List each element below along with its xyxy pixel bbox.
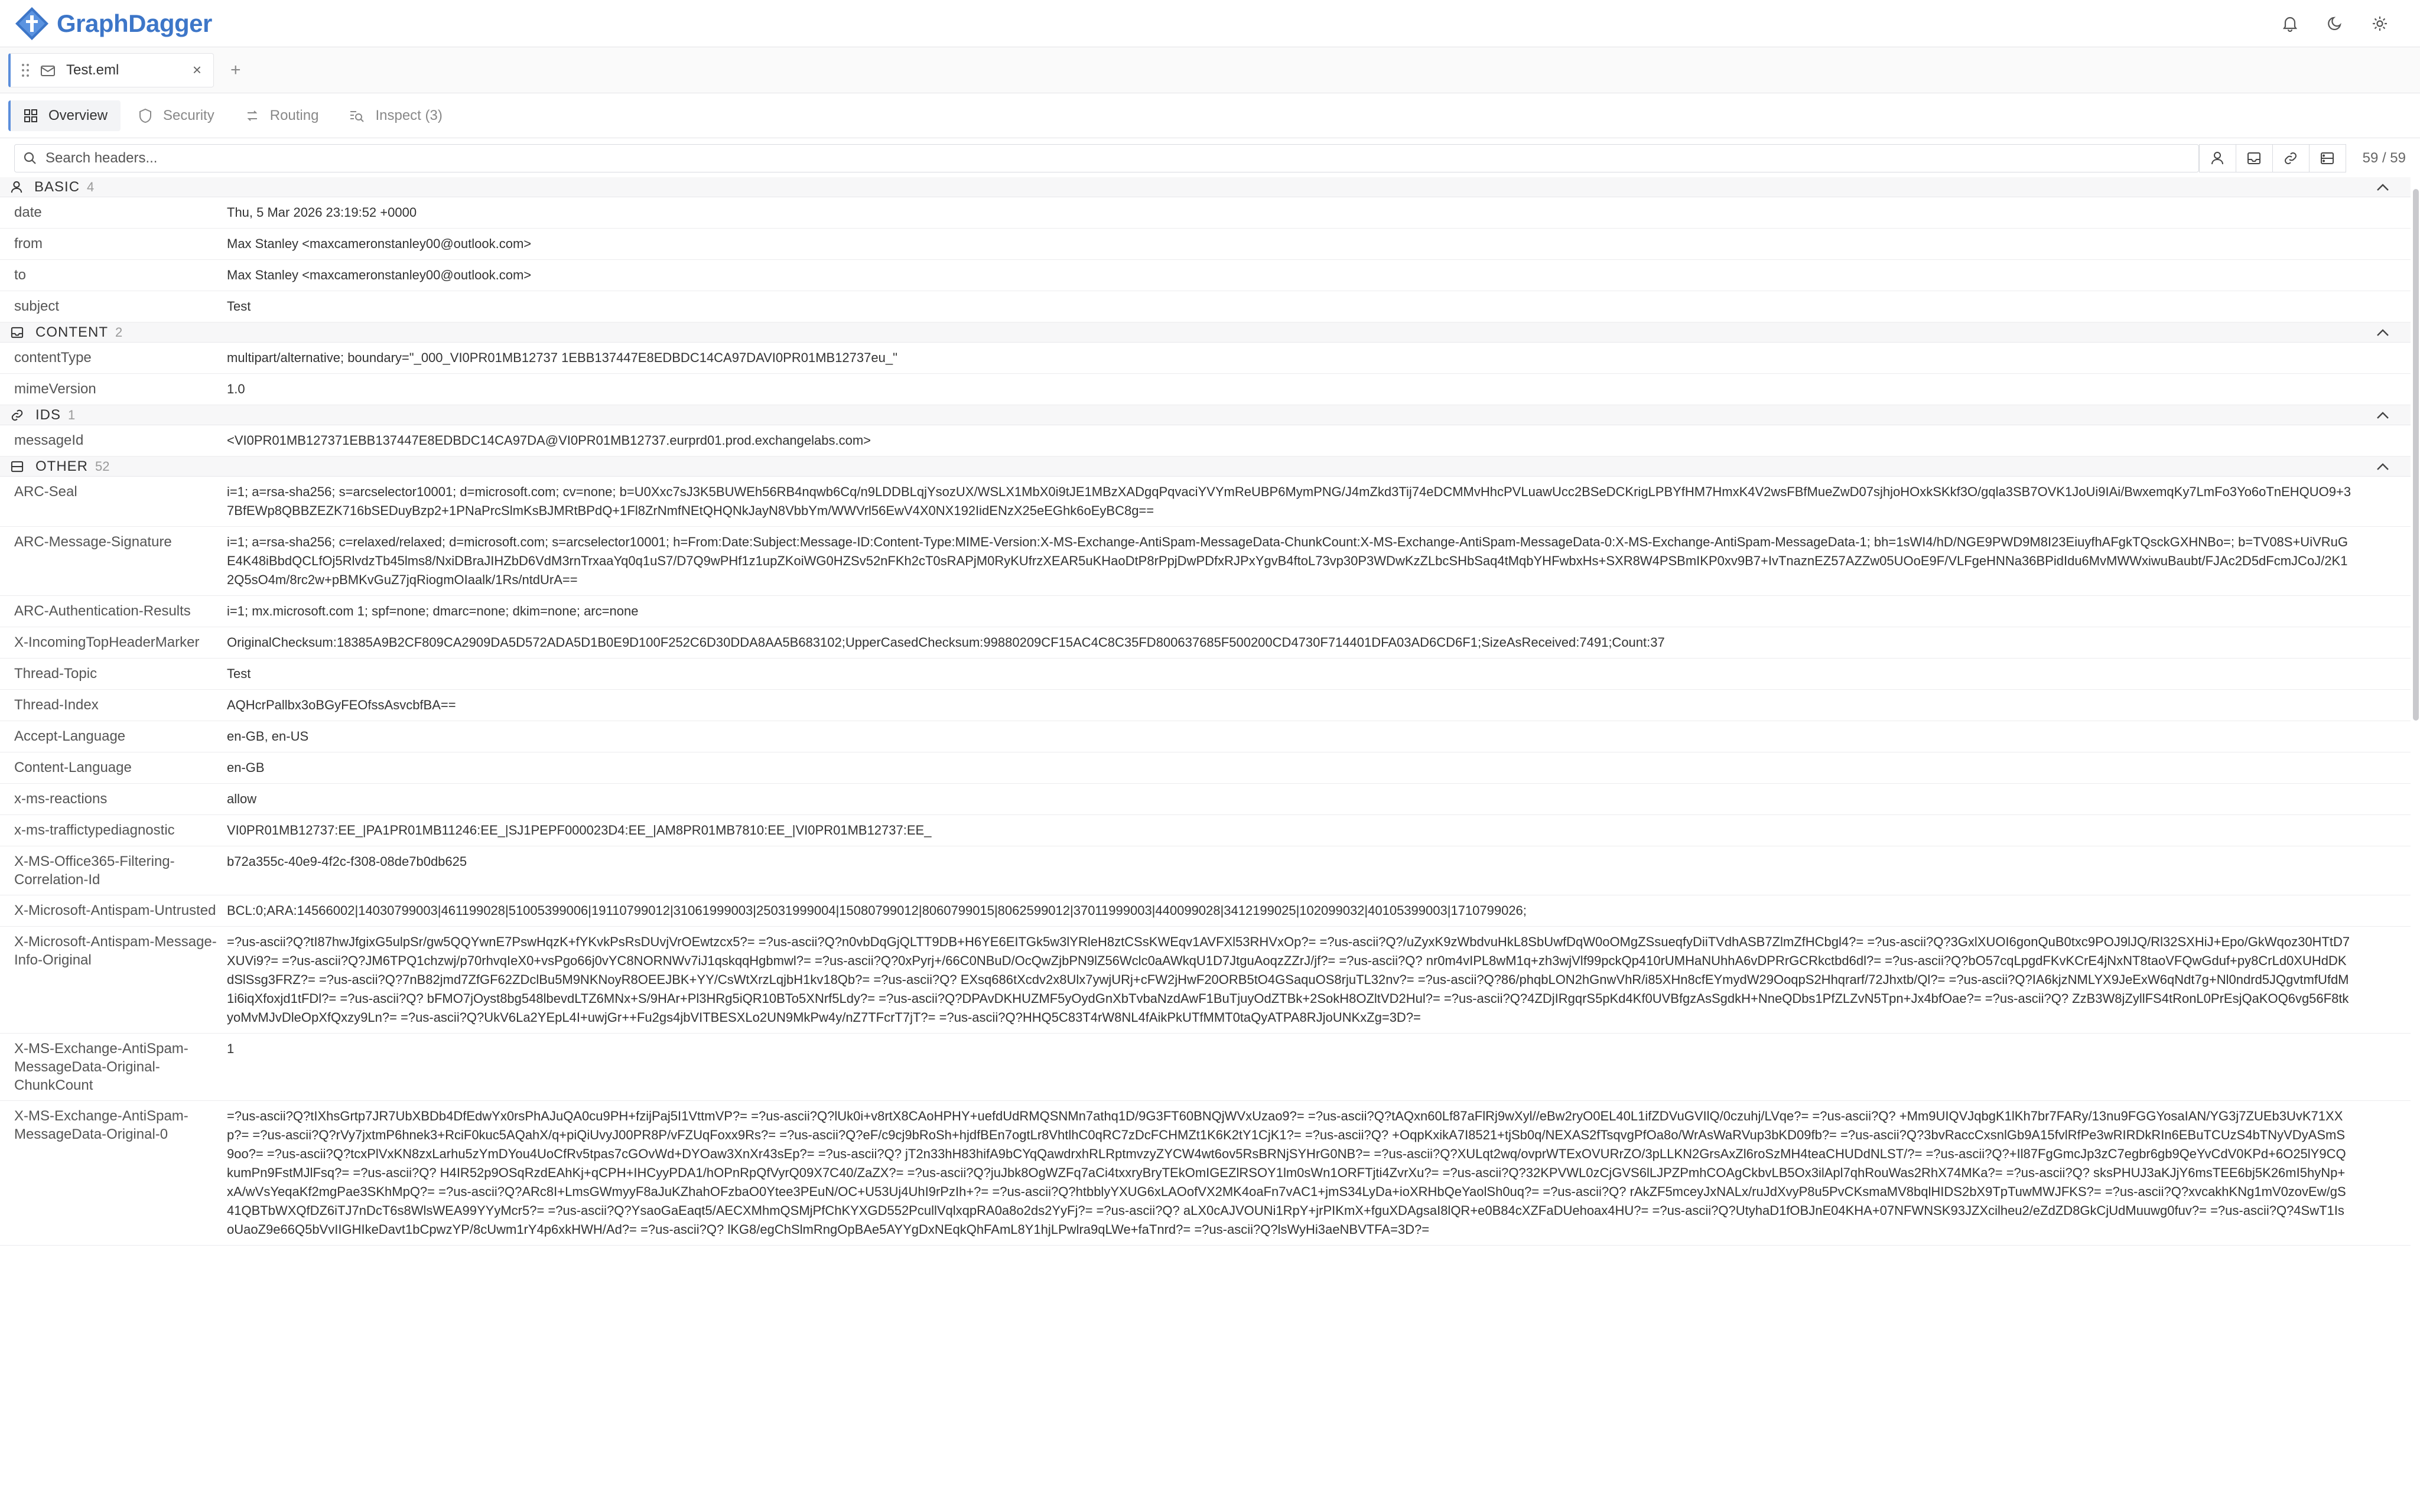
section-content-header[interactable] [0,322,2411,343]
header-row[interactable] [0,1101,2411,1246]
gear-icon[interactable] [2368,12,2392,35]
header-key: X-Microsoft-Antispam-Untrusted [14,902,216,918]
header-key: ARC-Message-Signature [14,534,172,550]
moon-icon[interactable] [2323,12,2347,35]
search-icon [23,151,37,165]
header-value: <VI0PR01MB127371EBB137447E8EDBDC14CA97DA@VI0PR01MB12737.eurprd01.prod.exchangelabs.com> [227,433,871,448]
tab-label: Security [163,107,214,123]
header-value: =?us-ascii?Q?tIXhsGrtp7JR7UbXBDb4DfEdwYx0rsPhAJuQA0cu9PH+fzijPaj5I1VttmVP?= =?us-ascii?Q?lUk0i+v8rtX8CAoHPHY+uefdUdRMQSNMn7athq1D/9G3FT60BNQjWVxUzao9?= =?us-ascii?Q?tAQxn60Lf87aFlRj9wXyl//eBw2ryO0EL40L1ifZDVuGVIlQ/0czuhj/LVqe?= =?us-ascii?Q? +Mm9UIQVJqbgK1lKh7br7FARy/13nu9FGGYosaIAN/YG3j7ZUEb3UvK71XXp?= =?us-ascii?Q?rVy7jxtmP6hnek3+RciF0kuc5AQahX/q+piQiUvyJ00PR8P/vFZUqFoxx9Rs?= =?us-ascii?Q?eF/c9cj9bRoSh+hjdfBEn7ogtLr8VhtlhC0qRC7zDcFCHMZt1K6K2tY1CjK1?= =?us-ascii?Q? +OqpKxikA7I8521+tjSb0q/NEXAS2fTsqvgPfOa8o/WrAsWaRVup3bKD09fb?= =?us-ascii?Q?3bvRaccCxsnlGb9A15fvlRfPe3wRIRDkRIn6EBuTCUzS4bTNyVDyASmS9oo?= =?us-ascii?Q?tcxPlVxKN8zxLarhu5zYmDYou4UoCfRv5tpas7cGOvWd+DYOaw3XnXr43sEp?= =?us-ascii?Q? jT2n33hH83hifA9bCYqQawdrxhRLRptmvzyZYCW4wt6ov5RsBRNjSYHrG0NB?= =?us-ascii?Q?XULqt2wq/ovprWTExOVURrZO/3pLLKN2GrsAxZl6roSzMH4teaCHUDdNLST/?= =?us-ascii?Q?+Il87FgGmcJp3zC7egbr6gb9QeYvCdV0KPd+6O25lY9CQkumPn9FstMJlFsq?= =?us-ascii?Q? H4IR52p9OSqRzdEAhKj+qCPH+IHCyyPDA1/hOPnRpQfVyrQ09X7C40/ZaZX?= =?us-ascii?Q?juJbk8OgWZFq7aCi4txxryBryTEkOmIGEZlRSOY1lm0sWn1ORFTjti4ZvrXu?= =?us-ascii?Q?32KPVWL0zCjGVS6lLJPZPmhCOAgCkbvLB5Ox3ilApl7qhRouWas2RhX74MKa?= =?us-ascii?Q? sksPHUJ3aKJjY6msTEE6bj5K26mI5hyNp+xA/wVsYeqaKf2mgPae3SKhMpQ?= =?us-ascii?Q?ARc8I+LmsGWmyyF8aJuKZhahOFzbaO0Ytee3PEuN/OC+U53Uj4UhI9rPzIh+?= =?us-ascii?Q?htbblyYXUG6xLAOofVX2MK4oaFn7vAC1+jmS34LyDa+ioXRHbQeYaolSh0uq?= =?us-ascii?Q? rAkZF5mceyJxNALx/ruJdXvyP8u5PvCKsmaMV8bqlHIDS2bX9TpTuwMWJFKS?= =?us-ascii?Q?xvcakhKNg1mV0zovEw/gS41QBTbWXQfDZ6iTJ7nDcT6s8WlsWEA99YYyMcr5?= =?us-ascii?Q?YsaoGaEaqt5/AECXMhmQSMjPfChKYXGD552PcullVqlxqpRA0a8o2ds2YyFj?= =?us-ascii?Q? aLX0cAJVOUNi1RpY+jrPIKmX+fguXDAgsaI8lQR+e0B84cXZFaDUehoax4HU?= =?us-ascii?Q?UtyhaD1fOBJnE04KHA+07NFWNSK93JZXcilheu2/eZdZD8GkCjUdMuuwg0fuv?= =?us-ascii?Q?4SwT1IsoUaoZ9e66Q5bVvIIGHIkeDavt1bCpwzYP/8cUwm1rY4p6xkHWH/Ad?= =?us-ascii?Q? lKG8/egChSlmRngOpBAe5AYYgDxNEqkQhFAmL8Y1hjLPwlra9qLWe+faTnrd?= =?us-ascii?Q?lsWyHi3aeNBVTFA=3D?= [227,1109,2346,1237]
routing-icon [245,109,259,123]
chevron-up-icon[interactable] [2376,462,2389,471]
filter-buttons [2199,144,2346,172]
app-title: GraphDagger [57,9,212,37]
header-value: Max Stanley <maxcameronstanley00@outlook.com> [227,236,532,251]
header-key: Thread-Index [14,697,99,713]
scrollbar[interactable] [2413,189,2419,721]
server-icon [2320,152,2334,165]
file-tab-bar [0,47,2420,93]
header-value: multipart/alternative; boundary="_000_VI0PR01MB12737 1EBB137447E8EDBDC14CA97DAVI0PR01MB12737eu_" [227,350,897,365]
chevron-up-icon[interactable] [2376,183,2389,191]
header-key: X-Microsoft-Antispam-Message-Info-Original [14,934,217,968]
shield-icon [138,108,152,123]
header-row[interactable] [0,477,2411,527]
section-title: OTHER [35,458,88,474]
section-ids-header[interactable] [0,405,2411,425]
header-key: X-MS-Exchange-AntiSpam-MessageData-Original-ChunkCount [14,1041,188,1093]
chevron-up-icon[interactable] [2376,328,2389,337]
header-key: ARC-Authentication-Results [14,603,191,619]
view-tabs [0,93,2420,138]
close-icon[interactable]: × [192,61,201,79]
filter-basic-button[interactable] [2199,145,2236,172]
section-basic-header[interactable] [0,177,2411,197]
section-title: CONTENT [35,324,108,340]
file-tab-name: Test.eml [66,61,119,78]
tab-label: Overview [48,107,108,123]
filter-other-button[interactable] [2309,145,2346,172]
section-count: 1 [68,407,76,422]
header-value: allow [227,791,257,806]
section-other-rows [0,477,2411,1246]
header-row[interactable] [0,721,2411,752]
tab-label: Inspect (3) [375,107,443,123]
filter-ids-button[interactable] [2272,145,2309,172]
filter-content-button[interactable] [2236,145,2272,172]
inspect-icon [349,109,365,123]
header-key: date [14,204,42,220]
header-row[interactable] [0,815,2411,846]
header-row[interactable] [0,197,2411,229]
header-key: X-MS-Office365-Filtering-Correlation-Id [14,853,175,888]
section-other-header[interactable] [0,457,2411,477]
mail-file-icon [40,63,56,77]
header-key: mimeVersion [14,381,96,397]
header-value: AQHcrPallbx3oBGyFEOfssAsvcbfBA== [227,698,456,712]
header-value: VI0PR01MB12737:EE_|PA1PR01MB11246:EE_|SJ1PEPF000023D4:EE_|AM8PR01MB7810:EE_|VI0PR01MB12737:EE_ [227,823,932,838]
header-row[interactable] [0,527,2411,596]
section-title: IDS [35,406,61,423]
header-row[interactable] [0,690,2411,721]
header-value: i=1; a=rsa-sha256; s=arcselector10001; d=microsoft.com; cv=none; b=U0Xxc7sJ3K5BUWEh56RB4nqwb6Cq/n9LDDBLqjYsozUX/WSLX1MbX0i9tJE1MBzXADgqPqvaciYVYmReUBP6MymPNG/J4mZkd3Tij74eDCMMvHhcPVLuawUcc2BSeDCKrigLPBYfHM7HmxK4V2wsFBfMueZwD07sjhjoHOxkSKkf3O/gqla3SB7OVK1JoUi9IAi/BwxemqKy7LmFo3Yo6oTnEHQUO9+37BfEWp8QBBZEZK716bSEDuyBzp2+1PNaPrcSlmKsBJMRtBPdQ+1Fl8ZrNmfNEtQHQNkJayN8VbbYm/WWVrl56EwV4X0NX192IidENzX25eEGhk6oEyBC8g== [227,484,2351,518]
headers-list [0,177,2411,1246]
header-row[interactable] [0,627,2411,659]
header-value: OriginalChecksum:18385A9B2CF809CA2909DA5D572ADA5D1B0E9D100F252C6D30DDA8AA5B683102;UpperCasedChecksum:99880209CF15AC4C8C35FD800637685F500200CD4730F714401DFA03AD6CD6F1;SizeAsReceived:7491;Count:37 [227,635,1665,650]
logo[interactable] [14,6,212,41]
header-row[interactable] [0,260,2411,291]
search-box [14,144,2199,172]
header-row[interactable] [0,927,2411,1034]
header-row[interactable] [0,425,2411,457]
header-row[interactable] [0,846,2411,895]
header-row[interactable] [0,343,2411,374]
header-row[interactable] [0,1034,2411,1101]
header-value: 1 [227,1041,235,1056]
app-header [0,0,2420,47]
header-key: X-MS-Exchange-AntiSpam-MessageData-Original-0 [14,1108,188,1142]
header-value: en-GB [227,760,265,775]
header-key: x-ms-traffictypediagnostic [14,822,175,838]
section-content-rows [0,343,2411,405]
inbox-icon [11,327,24,338]
tab-routing[interactable] [232,100,332,131]
header-key: Content-Language [14,760,132,775]
header-key: messageId [14,432,84,448]
file-tab[interactable] [8,53,214,87]
header-value: BCL:0;ARA:14566002|14030799003|461199028|51005399006|19110799012|31061999003|25031999004|15080799012|8060799015|8062599012|37011999003|440099028|3412199025|102099032|40105399003|1710799026; [227,903,1527,918]
header-value: i=1; mx.microsoft.com 1; spf=none; dmarc=none; dkim=none; arc=none [227,604,639,618]
header-row[interactable] [0,229,2411,260]
link-icon [11,409,24,422]
user-icon [11,181,22,194]
header-row[interactable] [0,596,2411,627]
search-row [0,141,2420,176]
header-value: en-GB, en-US [227,729,309,744]
chevron-up-icon[interactable] [2376,411,2389,419]
tab-overview[interactable] [8,100,121,131]
tab-security[interactable] [125,100,227,131]
dagger-logo-icon [14,6,50,41]
link-icon [2284,151,2298,165]
section-count: 52 [95,458,110,474]
tab-inspect[interactable] [336,100,455,131]
header-row[interactable] [0,752,2411,784]
header-value: =?us-ascii?Q?tI87hwJfgixG5ulpSr/gw5QQYwnE7PswHqzK+fYKvkPsRsDUvjVrOEwtzcx5?= =?us-ascii?Q?n0vbDqGjQLTT9DB+H6YE6EITGk5w3lYRleH8ztCSsKWEqv1AVFXl53RHVxOp?= =?us-ascii?Q?/uZyxK9zWbdvuHkL8SbUwfDqW0oOMgZSsueqfyDiiTVdhASB7ZlmZfHCbgl4?= =?us-ascii?Q?3GxlXUOI6gonQuB0txc9POJ9lJQ/Rl32SXHiJ+Epo/GkWqoz30HTtD7XUVi9?= =?us-ascii?Q?JM6TPQ1chzwj/p70rhvqIeX0+vsPgo66j0vYC8NORNWv7iJ1qskqqHgbmwl?= =?us-ascii?Q?0xPyrj+/66C0NBuD/OcQwZjbPN9lZ56Wclc0aAWkqU1D7JtguAoqzZZrJ/jf?= =?us-ascii?Q? nr0m4vIPL8wM1q+zh3wjVlf99pckQp410rUMHaNUhhA6vDPRrGCRkctbd6dl?= =?us-ascii?Q?bO57cqLpgdFKvKCrE4jNxNT8taoVFQwGduf+py8CrLd0XUHdDKdSlSsg3FRZ?= =?us-ascii?Q?7nB82jmd7ZfGF62ZDclBu5M9NKNoyR8OEEJBK+YY/CsWtXrzLqjbH1kv18Qb?= =?us-ascii?Q? EXsq686tXcdv2x8Ulx7ywjURj+cFW2jHwF20ORB5tO4GSaquOS8rjuTL32nv?= =?us-ascii?Q?86/phqbLON2hGnwVhR/i85XHn8cfEYmydW29OoqpS2Hhqrarf/72Jhxtb/Ql?= =?us-ascii?Q?IA6kjzNMLYX9JeExW6qNdt7g+Nl0ndrd5JQgvtmfUfdM1i6iqXfoxjd1tFDl?= =?us-ascii?Q? bFMO7jOyst8bg548lbevdLTZ6MNx+S/9HAr+Pl3HRg5iQR10BTo5XNrf5Ldy?= =?us-ascii?Q?DPAvDKHUZMF5yOydGnXbTvbaNzdAwF1BuTjuyOdZTBk+2SokH8OZltVD2Hul?= =?us-ascii?Q?4ZDjIRgqrS5pKd4Kf0UVBfgzAsSgdkH+NneQDbs1PfZLZvN5Tpn+Jx4bfOae?= =?us-ascii?Q? ZzB3W8jZyllFS4tRonL0PrEsjQaKOQ6vg56F8tkyoMvMJvDleOpXfQxzy9Ln?= =?us-ascii?Q?UkV6La2YEpL4I+uwjGr++Fu2gs4jbVITBESXLo2UN9MkPw4y/nZ7TFcrT7jT?= =?us-ascii?Q?HHQ5C83T4rW8NL4fAikPkUTfMMT0taQyATPA8RJjoUNKxZg=3D?= [227,934,2350,1025]
header-key: from [14,236,43,252]
inbox-icon [2247,152,2261,165]
header-key: subject [14,298,60,314]
section-title: BASIC [34,178,80,195]
header-key: x-ms-reactions [14,791,108,807]
header-count: 59 / 59 [2362,150,2406,166]
header-row[interactable] [0,291,2411,322]
server-icon [11,461,24,472]
section-count: 2 [115,324,123,340]
grid-icon [24,109,38,123]
search-input[interactable] [45,150,2190,167]
section-count: 4 [87,179,95,194]
header-value: b72a355c-40e9-4f2c-f308-08de7b0db625 [227,854,467,869]
header-value: Test [227,299,251,314]
header-key: contentType [14,350,92,366]
header-value: i=1; a=rsa-sha256; c=relaxed/relaxed; d=microsoft.com; s=arcselector10001; h=From:Date:Subject:Message-ID:Content-Type:MIME-Version:X-MS-Exchange-AntiSpam-MessageData-ChunkCount:X-MS-Exchange-AntiSpam-MessageData-0:X-MS-Exchange-AntiSpam-MessageData-1; bh=1sWI4/hD/NGE9PWD9M8I23EiuyfhAFgkTQsckGXHNBo=; b=TV08S+UiVRuGE4K48iBbdQCLfOj5RlvdzTb45lms8/NxiDBraJIHZbD6VdM3rnTrxaaYq0q1uS7/D7Q9wPHf1z1upZKoiWG0HZSv52nFKh2cT0sRAPjM0RyKUfrzXEAR5uKHaoDtP8rPpjDwPDfxRJPxYgvB4ftoL73vp30P3WDwKzZLbcSHbSaq4tMqbYHFwbxHs+SXR8W4PSBmIKP0xv9B7+IvTnaznEZ57AZZw05UOoE9F/VLFgeHNNa36BPidIdu6MvMWWxiwuBaubt/FJAc2D5dFcmJCoJ/2K12Q5sO4m/8rc2w+pBMKvGuZ7jqRiogmOIaalk/1Rs/ntdUrA== [227,535,2348,587]
header-row[interactable] [0,784,2411,815]
header-key: Accept-Language [14,728,126,744]
header-value: Max Stanley <maxcameronstanley00@outlook.com> [227,268,532,282]
header-row[interactable] [0,374,2411,405]
header-key: Thread-Topic [14,666,97,682]
header-key: X-IncomingTopHeaderMarker [14,634,200,650]
header-value: 1.0 [227,382,245,396]
header-key: ARC-Seal [14,484,77,500]
section-ids-rows [0,425,2411,457]
section-basic-rows [0,197,2411,322]
header-row[interactable] [0,895,2411,927]
drag-handle-icon[interactable] [21,63,30,78]
bell-icon[interactable] [2278,12,2302,35]
tab-label: Routing [269,107,319,123]
add-tab-button[interactable]: + [230,60,241,80]
header-row[interactable] [0,659,2411,690]
header-key: to [14,267,27,283]
user-icon [2211,151,2224,165]
header-value: Test [227,666,251,681]
header-value: Thu, 5 Mar 2026 23:19:52 +0000 [227,205,417,220]
